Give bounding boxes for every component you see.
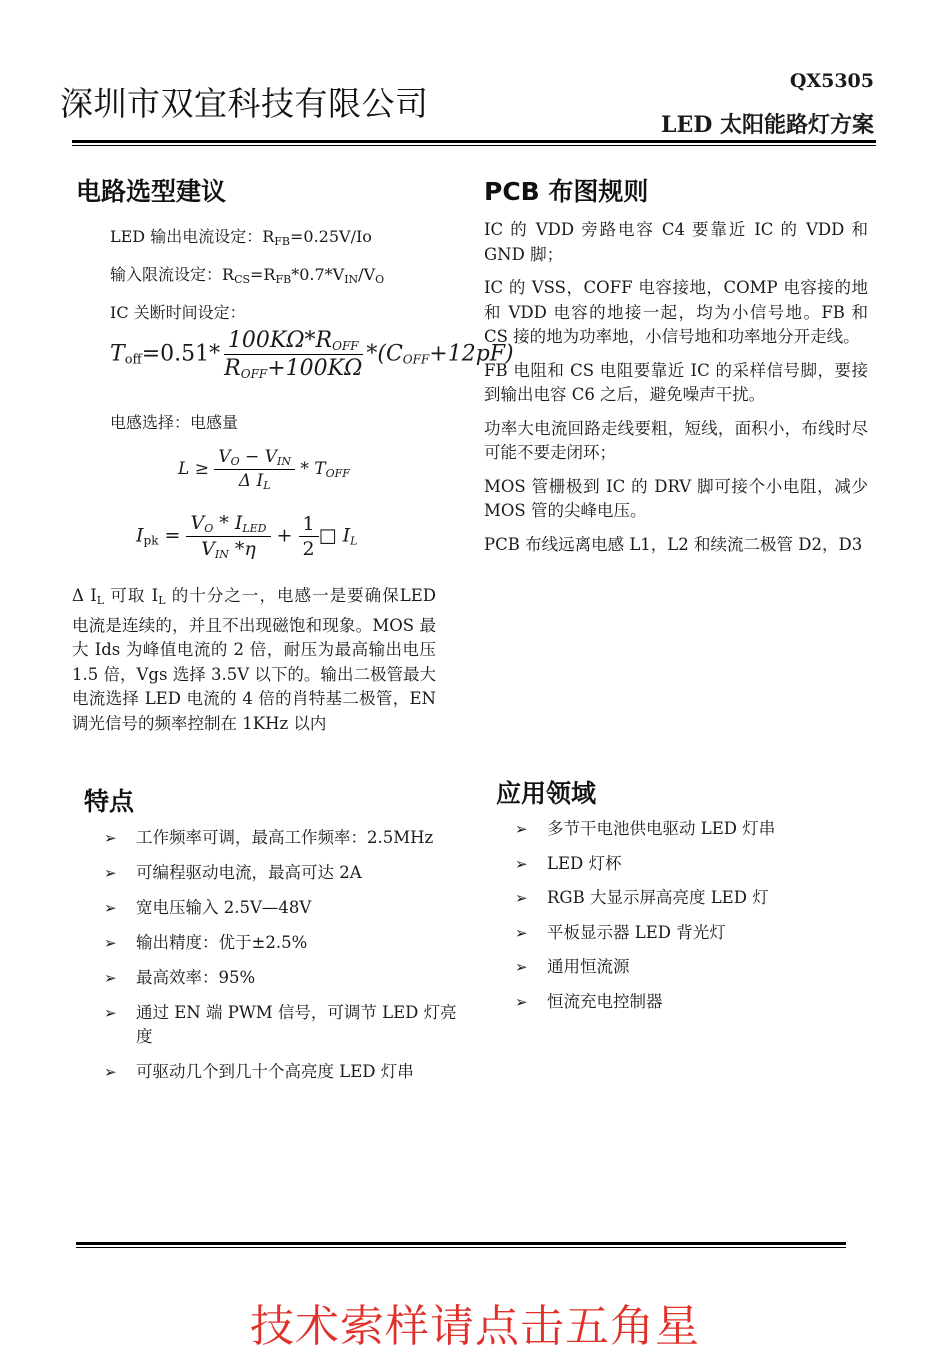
list-item: ➢ 多节干电池供电驱动 LED 灯串 [515, 817, 855, 841]
pcb-rule: PCB 布线远离电感 L1，L2 和续流二极管 D2，D3 [484, 534, 863, 554]
arrow-bullet-icon: ➢ [104, 969, 117, 987]
features-list [104, 826, 460, 1084]
pcb-rule: IC 的 VSS，COFF 电容接地，COMP 电容接的地和 VDD 电容的地接一起，均为小信号地。FB 和 CS 接的地为功率地，小信号地和功率地分开走线。 [484, 278, 868, 346]
list-item: ➢ 工作频率可调，最高工作频率：2.5MHz [104, 826, 460, 850]
list-item: ➢ 通用恒流源 [515, 955, 855, 979]
input-limit-label: 输入限流设定： [110, 265, 223, 284]
company-name: 深圳市双宜科技有限公司 [60, 84, 429, 123]
pcb-rule: MOS 管栅极到 IC 的 DRV 脚可接个小电阻，减少 MOS 管的尖峰电压。 [484, 476, 868, 520]
footer-rule-thin [76, 1247, 846, 1248]
inductance-formula: L ≥ $\frac{V_O - V_{IN}}{\Delta I_L}$ * $T_{OFF}$ [178, 447, 350, 492]
arrow-bullet-icon: ➢ [515, 958, 528, 976]
peak-current-formula: $I_{pk}$ = $\frac{V_O * I_{LED}}{V_{IN} *\eta}$ + $\frac{1}{2}$ □ $I_L$ [136, 512, 358, 561]
pcb-rules [484, 218, 868, 557]
arrow-bullet-icon: ➢ [104, 1004, 117, 1022]
arrow-bullet-icon: ➢ [515, 820, 528, 838]
features-heading: 特点 [84, 787, 135, 816]
applications-list [515, 817, 855, 1014]
toff-fraction: $\frac{100K\Omega*R_{OFF}}{R_{OFF}+100K\Omega}$ [224, 328, 363, 381]
document-title: LED 太阳能路灯方案 [661, 112, 874, 138]
list-item: ➢ 输出精度：优于±2.5% [104, 931, 460, 955]
arrow-bullet-icon: ➢ [515, 889, 528, 907]
arrow-bullet-icon: ➢ [515, 923, 528, 942]
inductor-paragraph: Δ $I_L$ 可取 $I_L$ 的十分之一，电感一是要确保LED 电流是连续的，并且不出现磁饱和现象。MOS 最大 Ids 为峰值电流的 2 倍，耐压为最高输出电压 1.5 倍，Vgs 选择 3.5V 以下的。输出二极管最大电流选择 LED 电流的 4 倍的肖特基二极管，EN 调光信号的频率控制在 1KHz 以内 [72, 586, 436, 733]
model-number: QX5305 [789, 70, 874, 92]
led-current-label: LED 输出电流设定： [110, 227, 263, 246]
arrow-bullet-icon: ➢ [104, 934, 117, 952]
pcb-rule: IC 的 VDD 旁路电容 C4 要靠近 IC 的 VDD 和 GND 脚； [484, 220, 868, 264]
arrow-bullet-icon: ➢ [104, 1063, 117, 1081]
arrow-bullet-icon: ➢ [104, 829, 117, 847]
list-item: ➢ 最高效率：95% [104, 966, 460, 990]
inductance-fraction: $\frac{V_O - V_{IN}}{\Delta I_L}$ [214, 447, 295, 492]
input-limit-setting: 输入限流设定：$R_{CS}=R_{FB}*0.7*V_{IN}/V_O$ [110, 265, 385, 286]
list-item: ➢ 平板显示器 LED 背光灯 [515, 921, 855, 945]
arrow-bullet-icon: ➢ [104, 864, 117, 882]
inductor-label: 电感选择：电感量 [110, 413, 239, 432]
list-item: ➢ RGB 大显示屏高亮度 LED 灯 [515, 886, 855, 910]
half-fraction: $\frac{1}{2}$ [299, 513, 319, 560]
list-item: ➢ 通过 EN 端 PWM 信号，可调节 LED 灯亮度 [104, 1003, 457, 1046]
header-rule-thick [72, 140, 876, 143]
peak-current-fraction: $\frac{V_O * I_{LED}}{V_{IN} *\eta}$ [186, 512, 270, 561]
pcb-rule: 功率大电流回路走线要粗，短线，面积小，布线时尽可能不要走闭环； [484, 418, 868, 462]
list-item: ➢ LED 灯杯 [515, 852, 855, 876]
led-current-setting: LED 输出电流设定：$R_{FB}=0.25V/Io$ [110, 227, 372, 248]
list-item: ➢ 可驱动几个到几十个高亮度 LED 灯串 [104, 1060, 460, 1084]
circuit-heading: 电路选型建议 [76, 177, 227, 206]
list-item: ➢ 恒流充电控制器 [515, 990, 855, 1014]
pcb-rule: FB 电阻和 CS 电阻要靠近 IC 的采样信号脚，要接到输出电容 C6 之后，避免噪声干扰。 [484, 360, 868, 404]
pcb-heading: PCB 布图规则 [484, 177, 649, 206]
off-time-label: IC 关断时间设定： [110, 303, 246, 322]
toff-formula: $T_{off}=0.51*$ $\frac{100K\Omega*R_{OFF}}{R_{OFF}+100K\Omega}$ $*(C_{OFF}+12pF)$ [110, 328, 514, 381]
list-item: ➢ 宽电压输入 2.5V—48V [104, 896, 460, 920]
footer-rule-thick [76, 1242, 846, 1245]
arrow-bullet-icon: ➢ [515, 992, 528, 1011]
sample-request-link[interactable]: 技术索样请点击五角星 [250, 1301, 700, 1352]
arrow-bullet-icon: ➢ [515, 854, 528, 873]
list-item: ➢ 可编程驱动电流，最高可达 2A [104, 861, 460, 885]
arrow-bullet-icon: ➢ [104, 899, 117, 917]
applications-heading: 应用领域 [496, 779, 597, 808]
header-rule-thin [72, 145, 876, 146]
